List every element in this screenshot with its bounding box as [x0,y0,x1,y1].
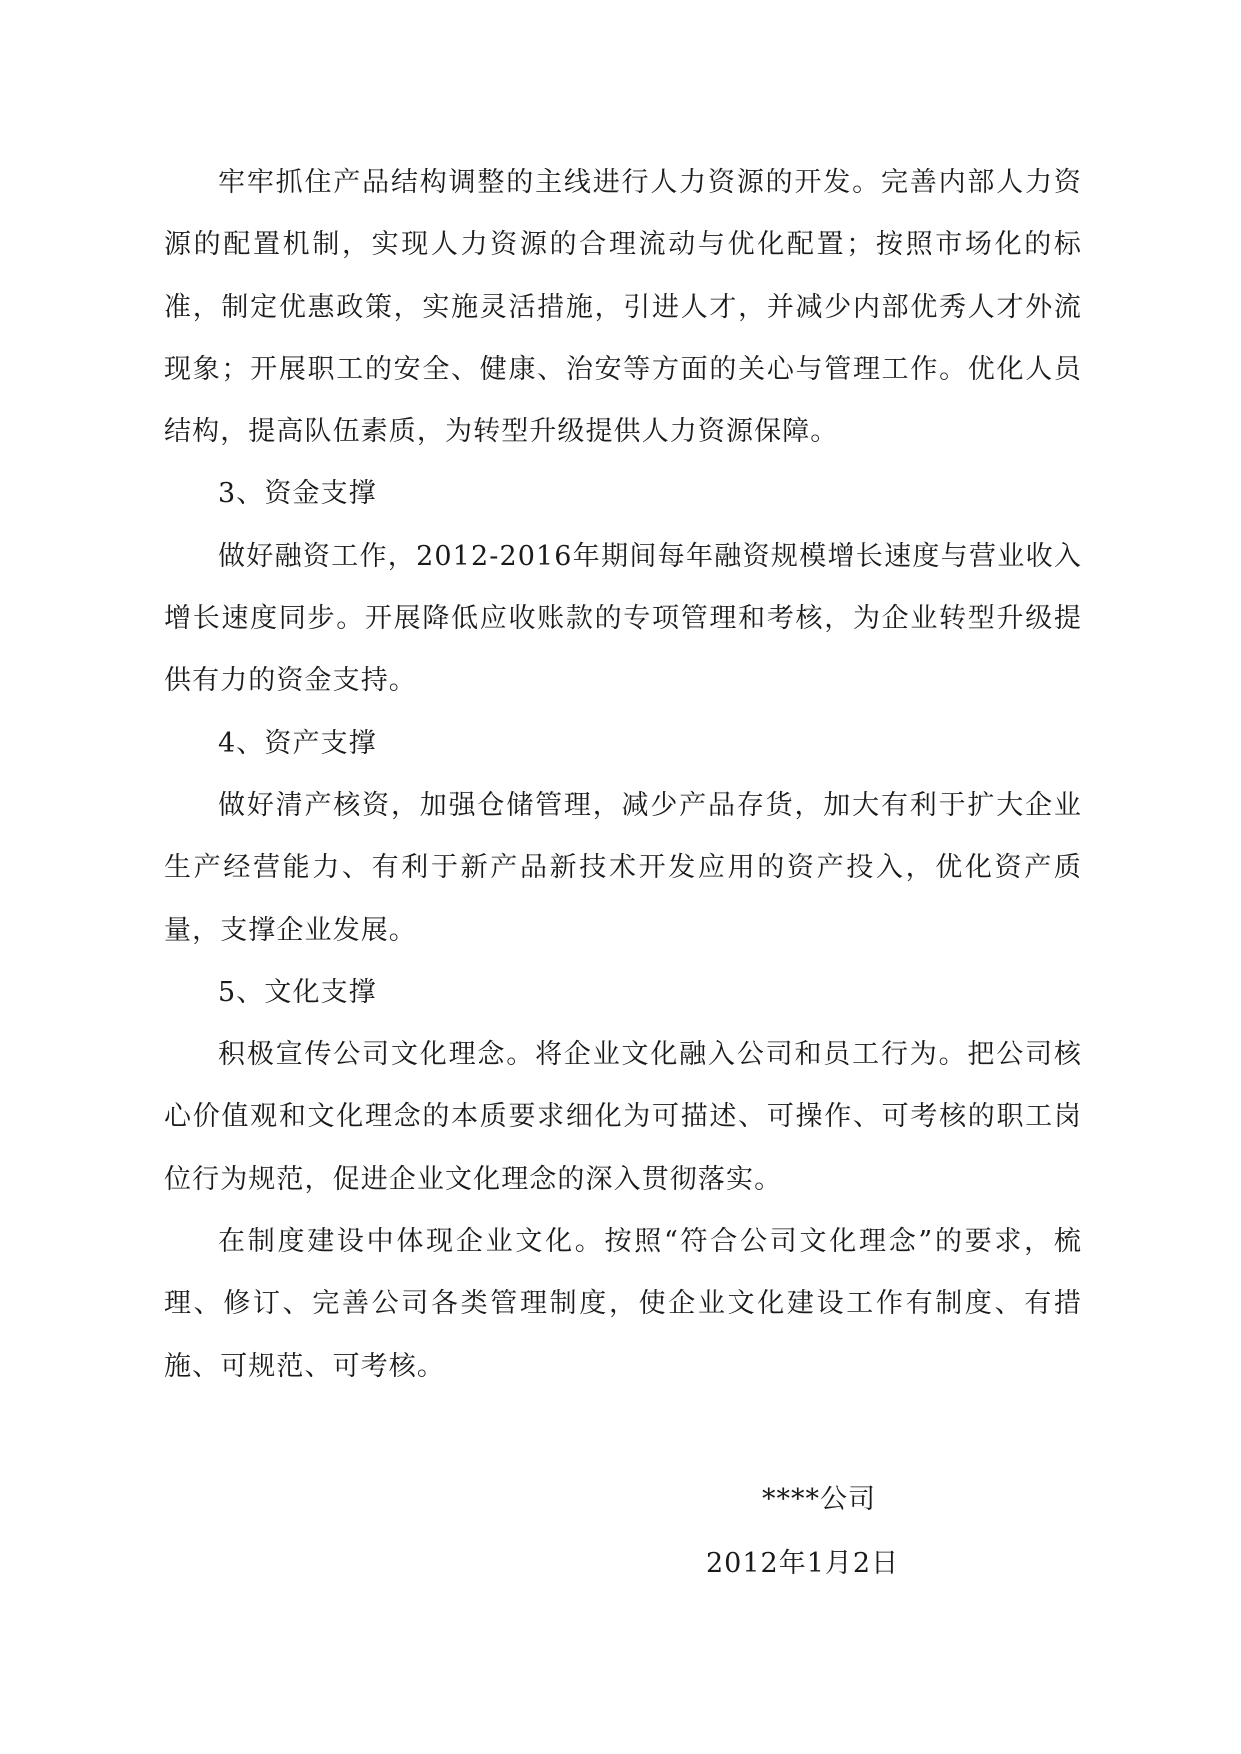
section-heading-culture: 5、文化支撑 [218,976,377,1008]
paragraph-culture-system: 在制度建设中体现企业文化。按照“符合公司文化理念”的要求，梳理、修订、完善公司各类管理制度，使企业文化建设工作有制度、有措施、可规范、可考核。 [164,1226,1082,1382]
section-heading-assets: 4、资产支撑 [218,727,377,759]
signature-date: 2012年1月2日 [706,1548,900,1579]
paragraph-human-resources: 牢牢抓住产品结构调整的主线进行人力资源的开发。完善内部人力资源的配置机制，实现人力资源的合理流动与优化配置；按照市场化的标准，制定优惠政策，实施灵活措施，引进人才，并减少内部优秀人才外流现象；开展职工的安全、健康、治安等方面的关心与管理工作。优化人员结构，提高队伍素质，为转型升级提供人力资源保障。 [164,167,1082,448]
paragraph-assets: 做好清产核资，加强仓储管理，减少产品存货，加大有利于扩大企业生产经营能力、有利于新产品新技术开发应用的资产投入，优化资产质量，支撑企业发展。 [164,789,1082,946]
signature-company: ****公司 [762,1484,876,1515]
paragraph-funding: 做好融资工作，2012-2016年期间每年融资规模增长速度与营业收入增长速度同步。开展降低应收账款的专项管理和考核，为企业转型升级提供有力的资金支持。 [164,540,1082,697]
document-body [164,152,1082,1398]
paragraph-culture-promotion: 积极宣传公司文化理念。将企业文化融入公司和员工行为。把公司核心价值观和文化理念的本质要求细化为可描述、可操作、可考核的职工岗位行为规范，促进企业文化理念的深入贯彻落实。 [164,1039,1082,1195]
section-heading-funding: 3、资金支撑 [218,478,377,510]
